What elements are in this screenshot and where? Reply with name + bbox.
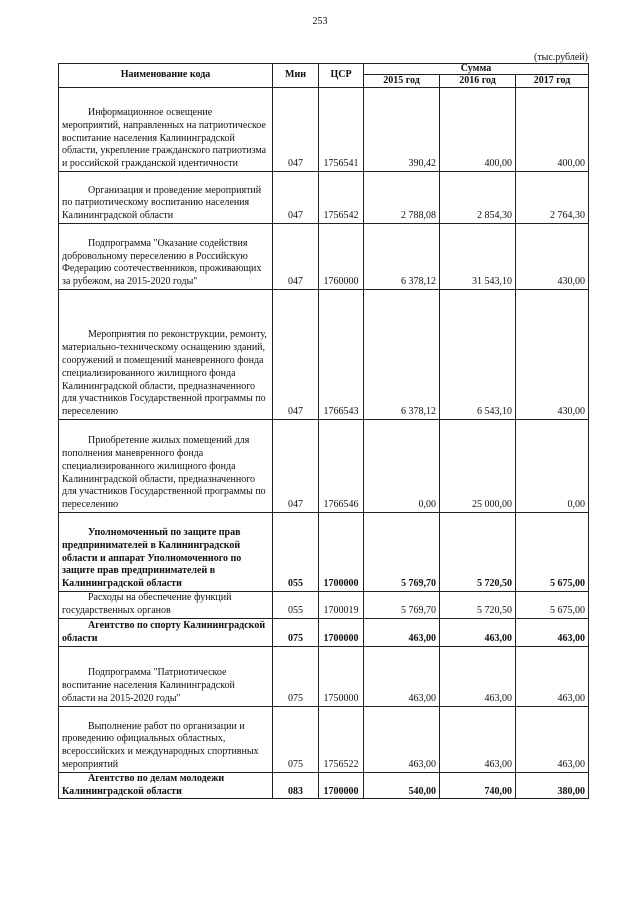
row-name-text: Мероприятия по реконструкции, ремонту, материально-техническому оснащению зданий, сооружений и помещений маневренного фонда специализированного жилищного фонда Калининградской области, предназначенного для участников Государственной программы по переселению: [62, 329, 267, 418]
table-row: [59, 591, 589, 618]
row-2017: 463,00: [516, 706, 589, 772]
row-name: [59, 591, 273, 618]
row-2015: 540,00: [364, 772, 440, 799]
row-csr: 1700000: [319, 618, 364, 646]
row-csr: 1766546: [319, 420, 364, 513]
row-2016: 6 543,10: [440, 290, 516, 420]
row-min: 047: [273, 224, 319, 290]
row-name-text: Расходы на обеспечение функций государственных органов: [62, 591, 232, 616]
row-min: 047: [273, 290, 319, 420]
row-name: [59, 772, 273, 799]
row-name-text: Агентство по спорту Калининградской области: [62, 619, 266, 644]
row-2016: 5 720,50: [440, 513, 516, 592]
header-csr: ЦСР: [319, 64, 364, 88]
row-2015: 0,00: [364, 420, 440, 513]
row-2015: 390,42: [364, 88, 440, 172]
row-min: 055: [273, 513, 319, 592]
table-row: [59, 618, 589, 646]
row-name-text: Организация и проведение мероприятий по патриотическому воспитанию населения Калининградской области: [62, 184, 262, 222]
row-csr: 1750000: [319, 646, 364, 706]
row-csr: 1700000: [319, 772, 364, 799]
row-min: 075: [273, 706, 319, 772]
row-name: [59, 172, 273, 224]
row-csr: 1756542: [319, 172, 364, 224]
row-2017: 463,00: [516, 646, 589, 706]
row-2017: 380,00: [516, 772, 589, 799]
row-name-text: Подпрограмма "Патриотическое воспитание населения Калининградской области на 2015-2020 годы": [62, 667, 235, 704]
budget-table: [58, 63, 589, 799]
row-2017: 463,00: [516, 618, 589, 646]
row-2016: 740,00: [440, 772, 516, 799]
row-2015: 463,00: [364, 646, 440, 706]
row-2015: 6 378,12: [364, 290, 440, 420]
row-2016: 463,00: [440, 646, 516, 706]
row-min: 047: [273, 88, 319, 172]
row-2015: 5 769,70: [364, 591, 440, 618]
table-row: [59, 772, 589, 799]
row-name-text: Уполномоченный по защите прав предпринимателей в Калининградской области и аппарат Уполномоченного по защите прав предпринимателей в Калининградской области: [62, 527, 242, 590]
table-row: [59, 706, 589, 772]
row-min: 075: [273, 646, 319, 706]
header-year-2015: 2015 год: [364, 75, 440, 88]
table-row: [59, 224, 589, 290]
row-min: 083: [273, 772, 319, 799]
header-year-2016: 2016 год: [440, 75, 516, 88]
row-2017: 5 675,00: [516, 591, 589, 618]
row-name: [59, 224, 273, 290]
row-2016: 25 000,00: [440, 420, 516, 513]
table-body: [59, 88, 589, 799]
row-csr: 1766543: [319, 290, 364, 420]
page-number: 253: [312, 16, 328, 27]
row-2015: 6 378,12: [364, 224, 440, 290]
row-csr: 1756541: [319, 88, 364, 172]
row-name: [59, 618, 273, 646]
table-row: [59, 172, 589, 224]
row-2016: 400,00: [440, 88, 516, 172]
row-name-text: Подпрограмма "Оказание содействия добровольному переселению в Российскую Федерацию соотечественников, проживающих за рубежом, на 2015-2020 годы": [62, 237, 262, 288]
table-row: [59, 513, 589, 592]
units-label: (тыс.рублей): [533, 52, 588, 63]
row-2015: 5 769,70: [364, 513, 440, 592]
row-name-text: Выполнение работ по организации и проведению официальных областных, всероссийских и международных спортивных мероприятий: [62, 720, 259, 770]
row-name: [59, 646, 273, 706]
row-2015: 2 788,08: [364, 172, 440, 224]
row-2017: 5 675,00: [516, 513, 589, 592]
row-name-text: Информационное освещение мероприятий, направленных на патриотическое воспитание населения Калининградской области, укрепление гражданского патриотизма и российской гражданской идентичности: [62, 107, 267, 170]
row-2016: 463,00: [440, 618, 516, 646]
row-2017: 430,00: [516, 224, 589, 290]
row-2016: 31 543,10: [440, 224, 516, 290]
row-min: 075: [273, 618, 319, 646]
row-2017: 400,00: [516, 88, 589, 172]
header-year-2017: 2017 год: [516, 75, 589, 88]
row-name-text: Приобретение жилых помещений для пополнения маневренного фонда специализированного жилищного фонда Калининградской области, предназначенного для участников Государственной программы по переселению: [62, 435, 266, 511]
row-csr: 1700000: [319, 513, 364, 592]
row-2017: 0,00: [516, 420, 589, 513]
row-min: 047: [273, 172, 319, 224]
row-2017: 430,00: [516, 290, 589, 420]
row-name: [59, 290, 273, 420]
header-min: Мин: [273, 64, 319, 88]
row-name-text: Агентство по делам молодежи Калининградской области: [62, 772, 225, 797]
row-name: [59, 513, 273, 592]
row-csr: 1700019: [319, 591, 364, 618]
row-name: [59, 706, 273, 772]
row-2017: 2 764,30: [516, 172, 589, 224]
row-min: 055: [273, 591, 319, 618]
row-2016: 2 854,30: [440, 172, 516, 224]
row-min: 047: [273, 420, 319, 513]
row-2015: 463,00: [364, 618, 440, 646]
header-sum: Сумма: [364, 64, 589, 75]
row-name: [59, 420, 273, 513]
row-name: [59, 88, 273, 172]
row-2015: 463,00: [364, 706, 440, 772]
row-2016: 463,00: [440, 706, 516, 772]
table-row: [59, 290, 589, 420]
row-csr: 1756522: [319, 706, 364, 772]
table-row: [59, 420, 589, 513]
table-row: [59, 646, 589, 706]
row-2016: 5 720,50: [440, 591, 516, 618]
header-name: Наименование кода: [59, 64, 273, 88]
row-csr: 1760000: [319, 224, 364, 290]
table-row: [59, 88, 589, 172]
